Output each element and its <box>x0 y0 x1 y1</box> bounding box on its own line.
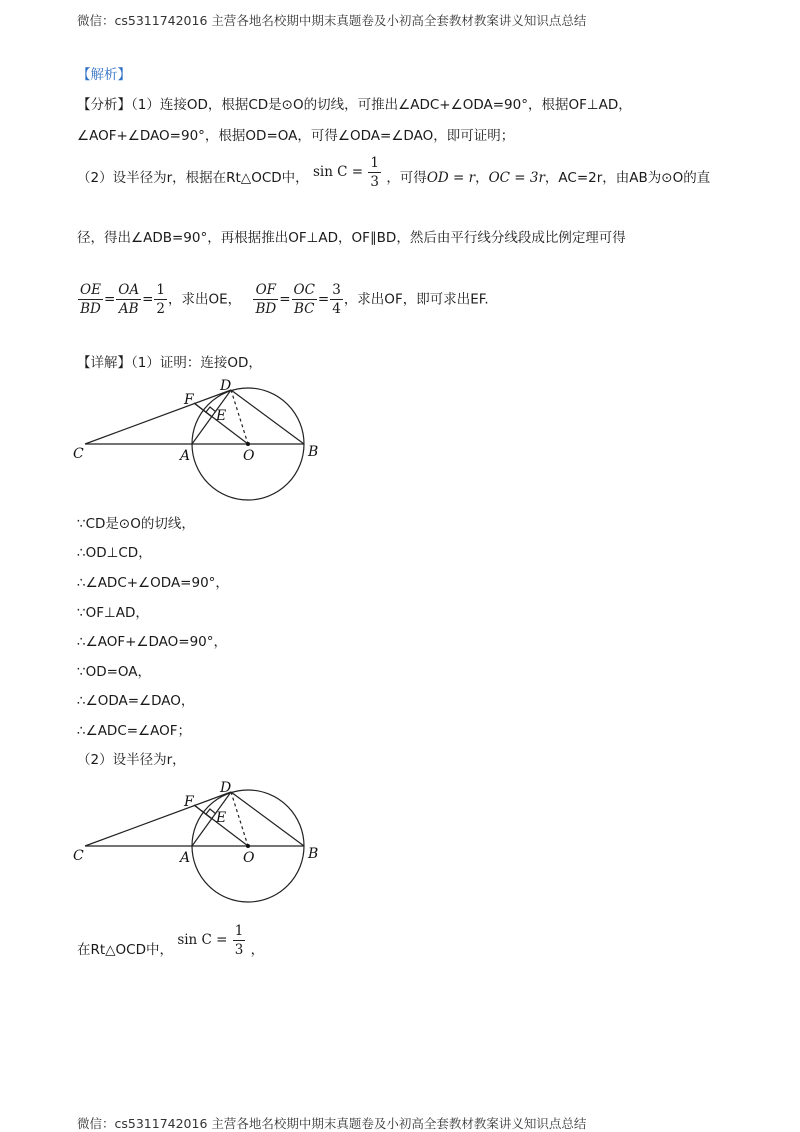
frac-num: OE <box>80 282 101 298</box>
tangent-cd <box>85 792 231 846</box>
page-header: 微信：cs5311742016 主营各地名校期中期末真题卷及小初高全套教材教案讲义知识点总结 <box>77 13 587 28</box>
sin-c-formula-2 <box>177 923 250 958</box>
label-o: O <box>243 448 255 464</box>
analysis-text-5b: ，求出OF，即可求出EF. <box>343 291 489 308</box>
label-o: O <box>243 850 255 866</box>
analysis-text-5a: ，求出OE， <box>167 291 242 308</box>
analysis-line-1 <box>77 96 632 114</box>
fraction-oe-bd <box>78 281 103 318</box>
detail-step-6: ∵OD=OA， <box>77 664 152 680</box>
analysis-text-3c: ，AC=2r，由AB为⊙O的直 <box>544 170 711 186</box>
detail-last-text-a: 在Rt△OCD中， <box>77 942 174 958</box>
sin-c-label: sin C = <box>177 932 228 948</box>
oc-equals-3r: OC = 3r <box>488 170 545 186</box>
label-e: E <box>216 810 227 826</box>
fraction-oa-ab <box>116 281 141 318</box>
right-angle-mark <box>206 407 216 412</box>
analysis-text-3a: （2）设半径为r，根据在Rt△OCD中， <box>77 170 309 186</box>
label-b: B <box>308 444 319 460</box>
geometry-figure-2 <box>60 772 340 907</box>
label-a: A <box>180 850 191 866</box>
segment-fe <box>194 403 212 417</box>
equals-sign: = <box>279 291 291 308</box>
separator: ， <box>475 170 489 186</box>
analysis-line-3 <box>77 155 711 197</box>
segment-fe <box>194 805 212 819</box>
dashed-od <box>231 390 248 444</box>
page-footer: 微信：cs5311742016 主营各地名校期中期末真题卷及小初高全套教材教案讲义知识点总结 <box>77 1116 587 1131</box>
frac-num: OC <box>293 282 315 298</box>
fraction-three-quarters <box>330 281 343 318</box>
label-d: D <box>220 780 232 796</box>
solution-heading: 【解析】 <box>77 67 131 83</box>
label-c: C <box>73 848 84 864</box>
analysis-tag: 【分析】 <box>77 97 131 113</box>
detail-step-5: ∴∠AOF+∠DAO=90°， <box>77 634 228 650</box>
fraction-denominator: 3 <box>234 942 244 958</box>
label-b: B <box>308 846 319 862</box>
fraction-denominator: 3 <box>370 174 380 190</box>
frac-num: 3 <box>332 282 341 298</box>
equals-sign: = <box>317 291 330 308</box>
detail-last-line <box>77 922 264 959</box>
label-a: A <box>180 448 191 464</box>
fraction-one-third <box>233 922 246 959</box>
center-point <box>246 442 250 446</box>
frac-den: BD <box>255 301 277 317</box>
frac-den: 2 <box>156 301 165 317</box>
frac-den: BC <box>293 301 315 317</box>
geometry-figure-1 <box>60 372 340 507</box>
detail-step-7: ∴∠ODA=∠DAO， <box>77 693 195 709</box>
od-equals-r: OD = r <box>426 170 476 186</box>
fraction-one-half <box>154 281 167 318</box>
detail-step-1: ∵CD是⊙O的切线， <box>77 516 195 532</box>
frac-num: OA <box>118 282 140 298</box>
frac-num: OF <box>253 281 278 300</box>
detail-intro: （1）证明：连接OD， <box>131 355 262 371</box>
detail-intro-line <box>77 354 262 372</box>
label-e: E <box>216 408 227 424</box>
equals-sign: = <box>103 291 116 308</box>
detail-step-9: （2）设半径为r， <box>77 752 186 768</box>
analysis-line-5 <box>77 281 489 318</box>
center-point <box>246 844 250 848</box>
detail-step-8: ∴∠ADC=∠AOF； <box>77 723 192 739</box>
fraction-of-bd <box>253 281 278 318</box>
fraction-numerator: 1 <box>370 155 380 171</box>
analysis-text-3b: ，可得 <box>386 170 427 186</box>
tangent-cd <box>85 390 231 444</box>
label-f: F <box>184 794 194 810</box>
detail-last-text-b: ， <box>250 942 265 958</box>
frac-num: 1 <box>156 282 165 298</box>
label-d: D <box>220 378 232 394</box>
detail-step-2: ∴OD⊥CD， <box>77 545 152 561</box>
detail-step-3: ∴∠ADC+∠ODA=90°， <box>77 575 229 591</box>
sin-c-formula <box>312 155 386 190</box>
detail-step-4: ∵OF⊥AD， <box>77 605 149 621</box>
chord-db <box>231 792 304 846</box>
chord-db <box>231 390 304 444</box>
analysis-text-1: （1）连接OD，根据CD是⊙O的切线，可推出∠ADC+∠ODA=90°，根据OF⊥AD， <box>131 97 632 113</box>
frac-den: AB <box>118 301 139 317</box>
label-c: C <box>73 446 84 462</box>
fraction-numerator: 1 <box>234 923 244 939</box>
analysis-line-4: 径，得出∠ADB=90°，再根据推出OF⊥AD，OF∥BD，然后由平行线分线段成比例定理可得 <box>77 230 626 246</box>
right-angle-mark <box>206 809 216 814</box>
detail-tag: 【详解】 <box>77 355 131 371</box>
fraction-oc-bc <box>292 281 317 318</box>
label-f: F <box>184 392 194 408</box>
analysis-line-2: ∠AOF+∠DAO=90°，根据OD=OA，可得∠ODA=∠DAO，即可证明； <box>77 128 515 144</box>
frac-den: BD <box>80 301 101 317</box>
dashed-od <box>231 792 248 846</box>
fraction-one-third <box>368 154 381 191</box>
equals-sign: = <box>142 291 154 308</box>
sin-c-label: sin C = <box>312 164 364 180</box>
frac-den: 4 <box>332 301 341 317</box>
